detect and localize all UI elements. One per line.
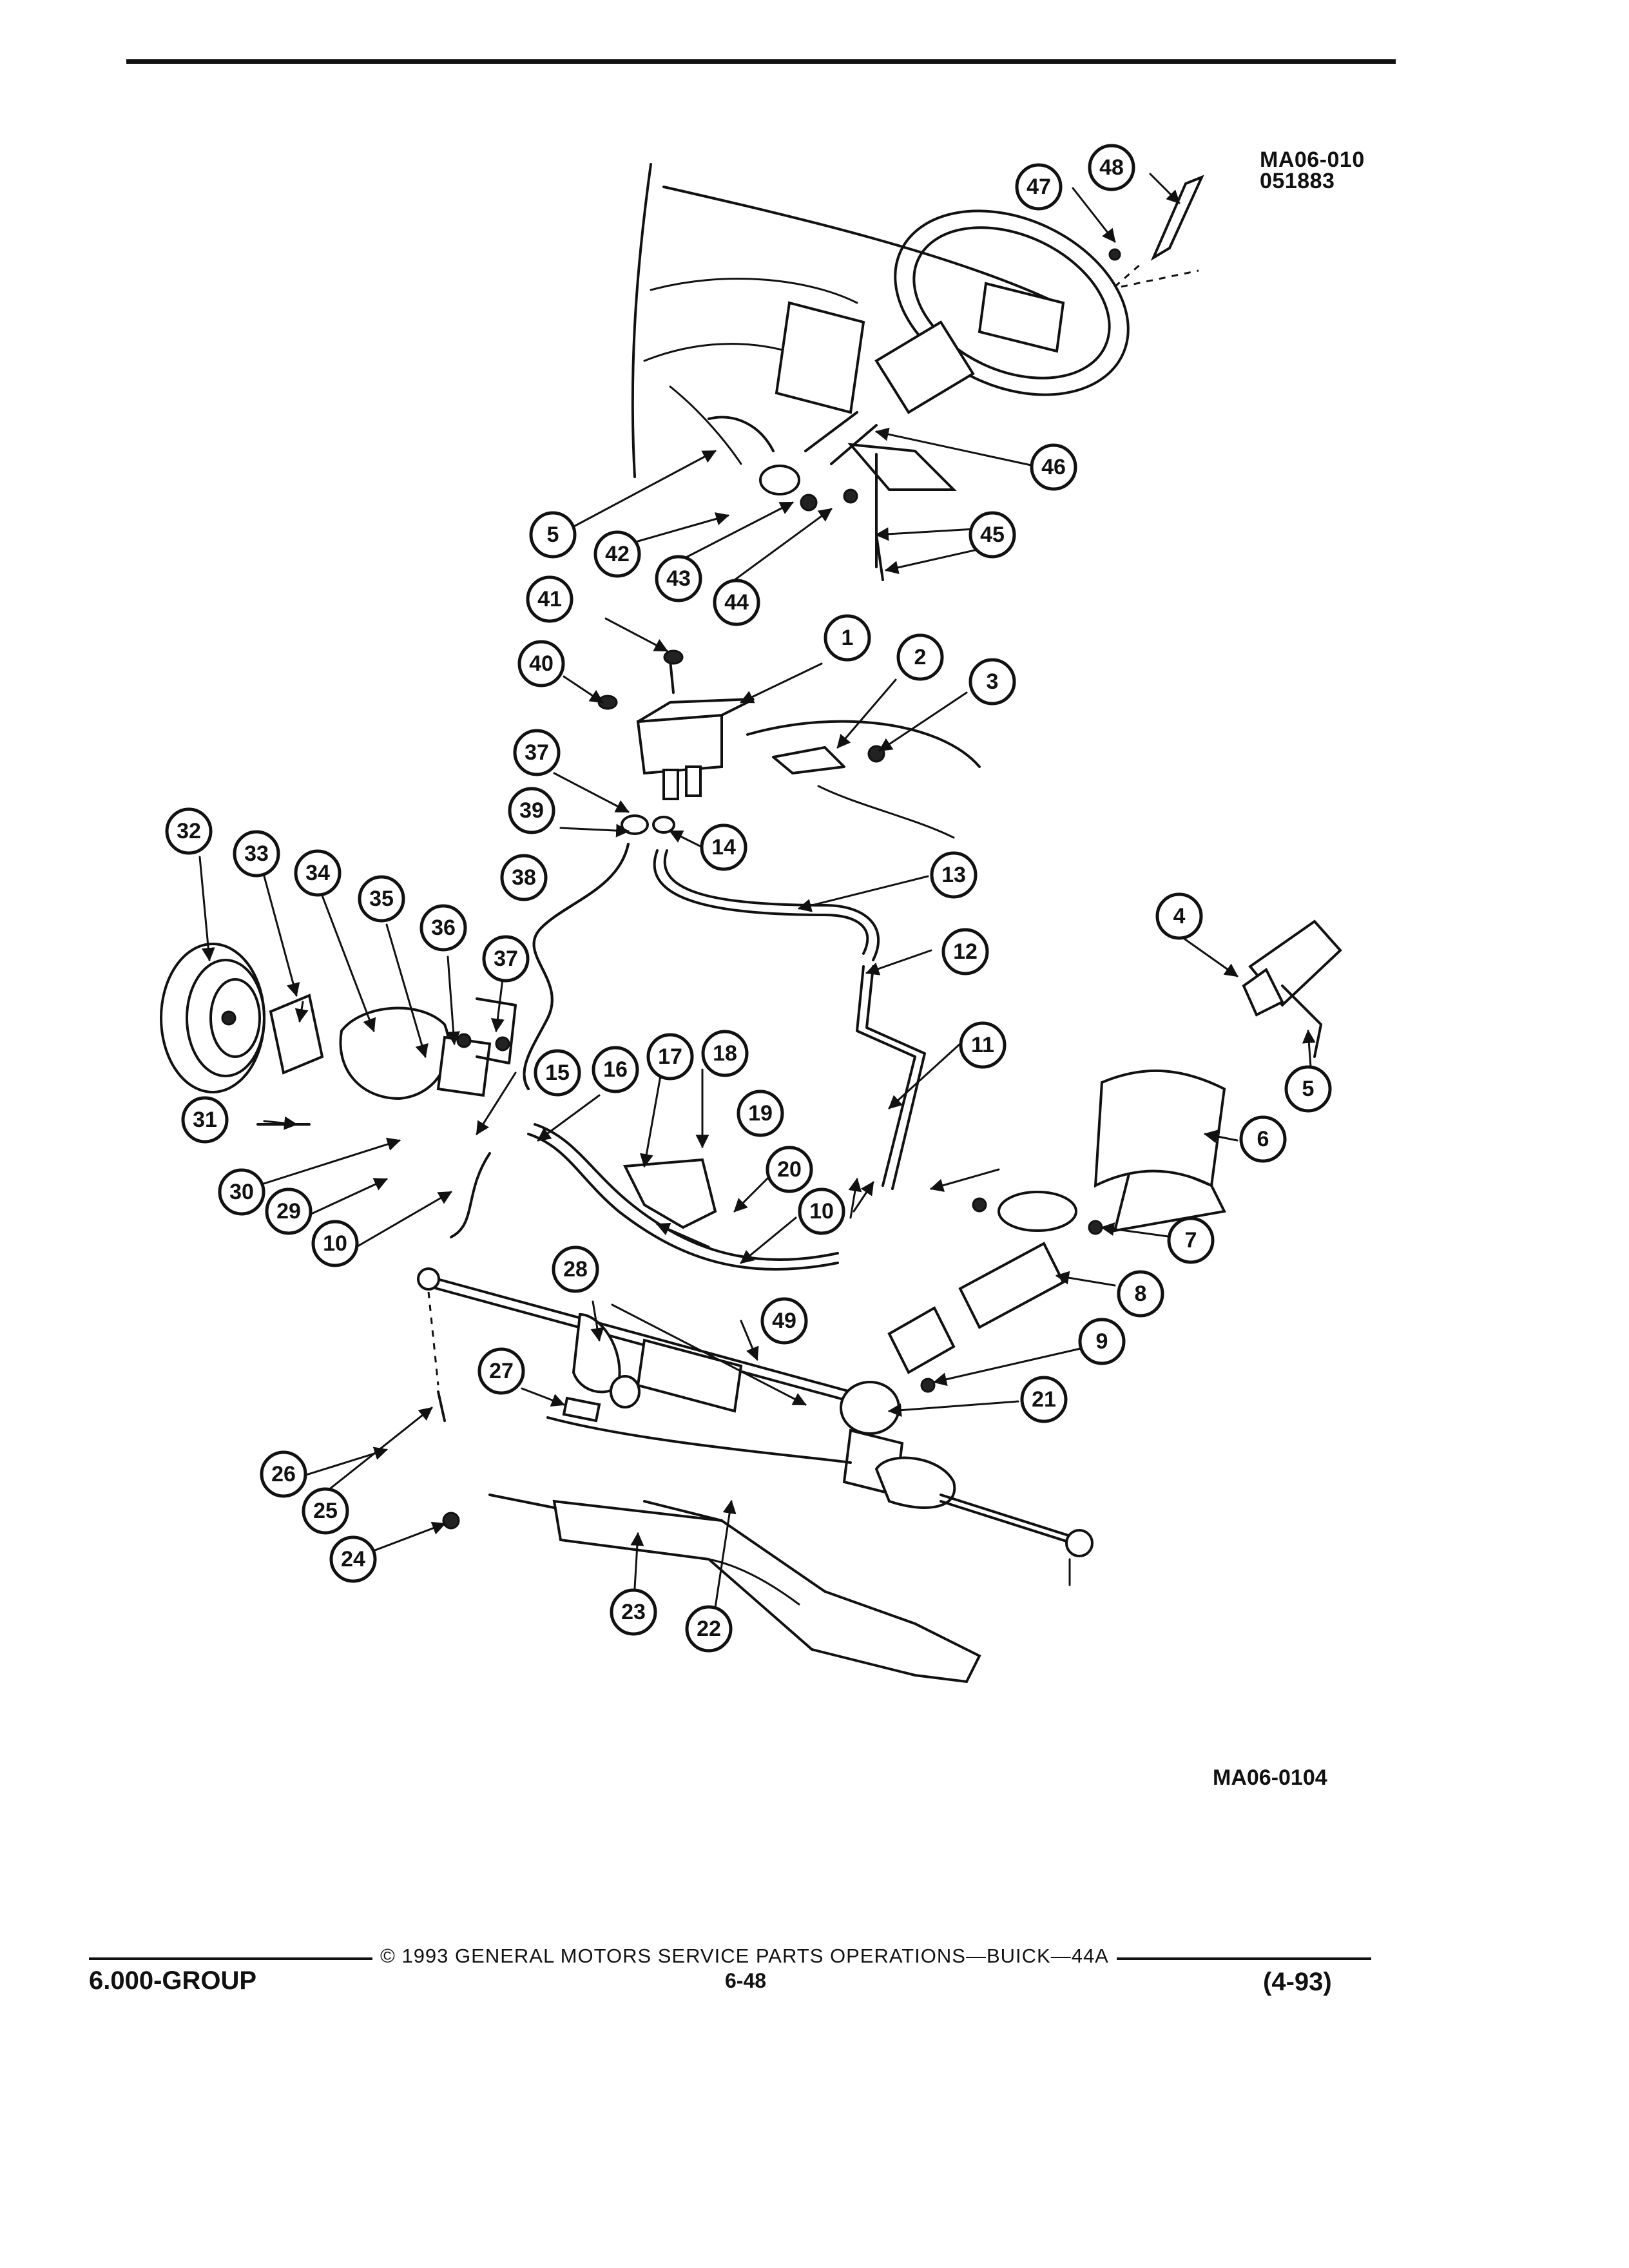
callout-44: [715, 581, 758, 624]
callout-label: 17: [658, 1044, 682, 1069]
callout-3: [970, 660, 1014, 704]
callout-label: 5: [546, 523, 559, 547]
callout-29: [267, 1189, 311, 1233]
callout-label: 22: [697, 1617, 721, 1641]
callout-label: 2: [914, 645, 927, 669]
callout-15: [535, 1051, 579, 1095]
callout-24: [331, 1537, 375, 1581]
callout-43: [657, 557, 700, 601]
callout-label: 34: [305, 861, 330, 885]
callout-47: [1017, 165, 1061, 209]
callout-13: [932, 853, 976, 897]
callout-9: [1080, 1320, 1124, 1363]
callout-22: [687, 1607, 731, 1651]
callout-label: 31: [193, 1108, 217, 1132]
callout-10-left: [313, 1222, 357, 1265]
callout-label: 36: [431, 916, 456, 940]
crossmember-and-shield: [429, 1160, 979, 1682]
callout-label: 6: [1257, 1127, 1269, 1151]
callout-label: 19: [748, 1101, 773, 1126]
figure-code-line-2: 051883: [1260, 169, 1335, 193]
callout-label: 12: [953, 939, 978, 964]
callout-27: [479, 1349, 523, 1393]
callout-label: 42: [605, 542, 630, 566]
callout-label: 32: [177, 819, 201, 843]
footer-rule-right: [1117, 1957, 1371, 1960]
callout-39: [510, 789, 554, 832]
callout-label: 45: [980, 523, 1005, 547]
horn-pad: [979, 284, 1063, 351]
callout-label: 44: [724, 590, 749, 615]
callout-label: 21: [1032, 1387, 1056, 1412]
callout-label: 33: [244, 841, 269, 866]
callout-label: 7: [1184, 1228, 1197, 1253]
callout-label: 48: [1099, 155, 1124, 180]
callout-label: 18: [713, 1041, 737, 1066]
power-steering-pump: [161, 944, 516, 1124]
callout-5-top: [531, 513, 575, 557]
figure-code-bottom: MA06-0104: [1213, 1765, 1327, 1790]
callout-label: 10: [323, 1231, 347, 1256]
figure-code-line-1: MA06-010: [1260, 148, 1365, 172]
callout-12: [943, 930, 987, 974]
callout-6: [1241, 1117, 1285, 1161]
callout-20: [767, 1148, 811, 1191]
callout-label: 23: [621, 1600, 646, 1624]
callout-label: 8: [1134, 1282, 1147, 1306]
callout-label: 47: [1027, 175, 1051, 199]
callout-label: 9: [1095, 1329, 1108, 1354]
callout-label: 26: [271, 1462, 296, 1486]
callout-label: 37: [525, 740, 549, 765]
callout-label: 13: [941, 863, 966, 887]
callout-label: 5: [1302, 1077, 1315, 1101]
callout-40: [519, 642, 563, 686]
callout-label: 15: [545, 1061, 570, 1085]
callout-18: [703, 1032, 747, 1075]
callout-label: 43: [666, 566, 691, 591]
callout-41: [528, 577, 572, 621]
callout-label: 29: [276, 1199, 301, 1224]
callout-21: [1022, 1378, 1066, 1421]
callout-37-left: [484, 937, 528, 981]
callout-label: 49: [772, 1309, 796, 1333]
callout-14: [702, 825, 746, 869]
callout-35: [360, 877, 403, 921]
callout-17: [648, 1035, 692, 1079]
callout-label: 3: [986, 669, 999, 694]
footer-copyright: © 1993 GENERAL MOTORS SERVICE PARTS OPERATIONS—BUICK—44A: [380, 1945, 1109, 1967]
callout-label: 14: [711, 835, 736, 860]
callout-45: [970, 513, 1014, 557]
callout-label: 10: [809, 1199, 834, 1224]
callout-label: 41: [537, 587, 562, 611]
callout-31: [183, 1098, 227, 1142]
callout-34: [296, 851, 340, 895]
callout-46: [1032, 445, 1075, 489]
callout-11: [961, 1023, 1005, 1067]
callout-16: [593, 1048, 637, 1091]
callout-label: 39: [519, 798, 544, 823]
callout-42: [595, 532, 639, 576]
callout-label: 35: [369, 887, 394, 911]
callout-label: 28: [563, 1257, 588, 1282]
callout-10-center: [800, 1189, 843, 1233]
footer-date: (4-93): [1263, 1968, 1332, 1996]
callout-48: [1090, 146, 1133, 189]
callout-4: [1157, 894, 1201, 938]
callout-36: [421, 906, 465, 950]
callout-33: [235, 832, 278, 876]
footer-group: 6.000-GROUP: [89, 1966, 257, 1995]
callout-26: [262, 1452, 305, 1496]
callout-28: [554, 1247, 597, 1291]
callout-label: 1: [841, 626, 854, 650]
callout-label: 37: [494, 947, 518, 971]
pump-pulley: [161, 944, 264, 1092]
callout-49: [762, 1299, 806, 1343]
callout-1: [825, 616, 869, 660]
callout-7: [1169, 1218, 1213, 1262]
callout-label: 4: [1173, 904, 1186, 928]
callout-32: [167, 809, 211, 853]
tilt-lever: [1153, 177, 1202, 258]
callout-label: 46: [1041, 455, 1066, 479]
callout-37-top: [515, 731, 559, 774]
callout-label: 40: [529, 651, 554, 676]
callout-label: 20: [777, 1157, 802, 1182]
footer-page-number: 6-48: [725, 1969, 767, 1992]
callout-2: [898, 635, 942, 679]
callout-label: 27: [489, 1359, 514, 1383]
callout-label: 25: [313, 1499, 338, 1523]
callout-label: 11: [971, 1033, 994, 1057]
callout-25: [304, 1489, 347, 1533]
callout-23: [612, 1590, 655, 1634]
callout-19: [738, 1091, 782, 1135]
callout-label: 24: [341, 1547, 365, 1571]
callout-label: 30: [229, 1180, 254, 1204]
callout-5-right: [1286, 1067, 1330, 1111]
callout-8: [1119, 1272, 1162, 1316]
callout-30: [220, 1170, 264, 1214]
callout-label: 16: [603, 1057, 628, 1082]
callout-38: [502, 856, 546, 899]
footer-rule-left: [89, 1957, 372, 1960]
callout-label: 38: [512, 865, 536, 890]
